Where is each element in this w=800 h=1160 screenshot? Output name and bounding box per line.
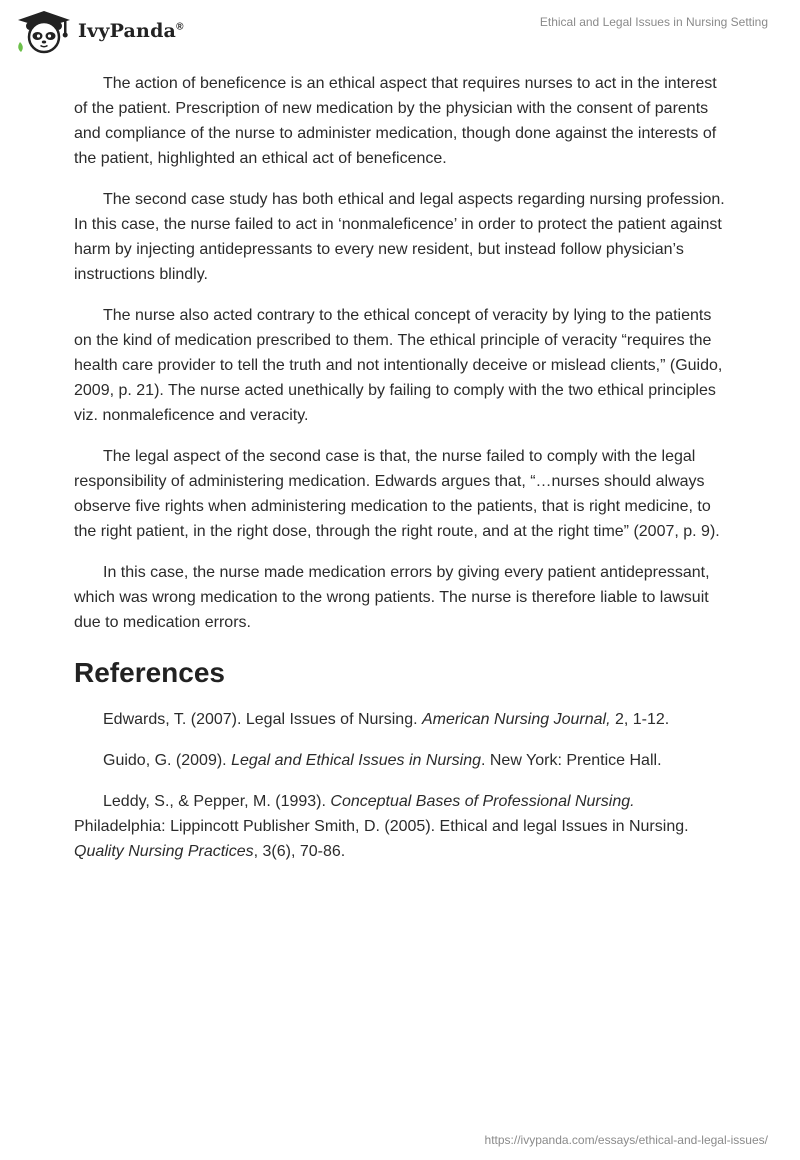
body-paragraph-1: The action of beneficence is an ethical aspect that requires nurses to act in the interest of the patient. Prescription of new medication by the physician with the consent of parents and compliance of the nurse to administer medication, though done against the interests of the patient, highlighted an ethical act of beneficence.	[74, 75, 717, 167]
essay-content	[74, 71, 726, 880]
reference-item-3: Leddy, S., & Pepper, M. (1993). Conceptual Bases of Professional Nursing. Philadelphia: Lippincott Publisher Smith, D. (2005). Ethical and legal Issues in Nursing. Quality Nursing Practices, 3(6), 70-86.	[74, 793, 689, 860]
logo-wordmark: IvyPanda®	[78, 20, 184, 42]
body-paragraph-3: The nurse also acted contrary to the ethical concept of veracity by lying to the patients on the kind of medication prescribed to them. The ethical principle of veracity “requires the health care provider to tell the truth and not intentionally deceive or mislead clients,” (Guido, 2009, p. 21). The nurse acted unethically by failing to comply with the two ethical principles viz. nonmaleficence and veracity.	[74, 307, 723, 424]
panda-graduate-icon	[14, 8, 74, 54]
body-paragraph-4: The legal aspect of the second case is that, the nurse failed to comply with the legal responsibility of administering medication. Edwards argues that, “…nurses should always observe five rights when administering medication to the patients, that is right medicine, to the right patient, in the right dose, through the right route, and at the right time” (2007, p. 9).	[74, 448, 720, 540]
reference-item-2: Guido, G. (2009). Legal and Ethical Issues in Nursing. New York: Prentice Hall.	[103, 752, 662, 769]
references-heading: References	[74, 657, 225, 688]
reference-item-1: Edwards, T. (2007). Legal Issues of Nursing. American Nursing Journal, 2, 1-12.	[103, 711, 670, 728]
registered-mark: ®	[176, 21, 184, 33]
source-url[interactable]: https://ivypanda.com/essays/ethical-and-legal-issues/	[484, 1133, 768, 1147]
body-paragraph-2: The second case study has both ethical and legal aspects regarding nursing profession. In this case, the nurse failed to act in ‘nonmaleficence’ in order to protect the patient against harm by injecting antidepressants to every new resident, but instead follow physician’s instructions blindly.	[74, 191, 725, 283]
body-paragraph-5: In this case, the nurse made medication errors by giving every patient antidepressant, which was wrong medication to the wrong patients. The nurse is therefore liable to lawsuit due to medication errors.	[74, 564, 710, 631]
ivypanda-logo[interactable]	[14, 8, 189, 54]
document-title: Ethical and Legal Issues in Nursing Setting	[539, 15, 768, 29]
page-header	[0, 0, 800, 60]
